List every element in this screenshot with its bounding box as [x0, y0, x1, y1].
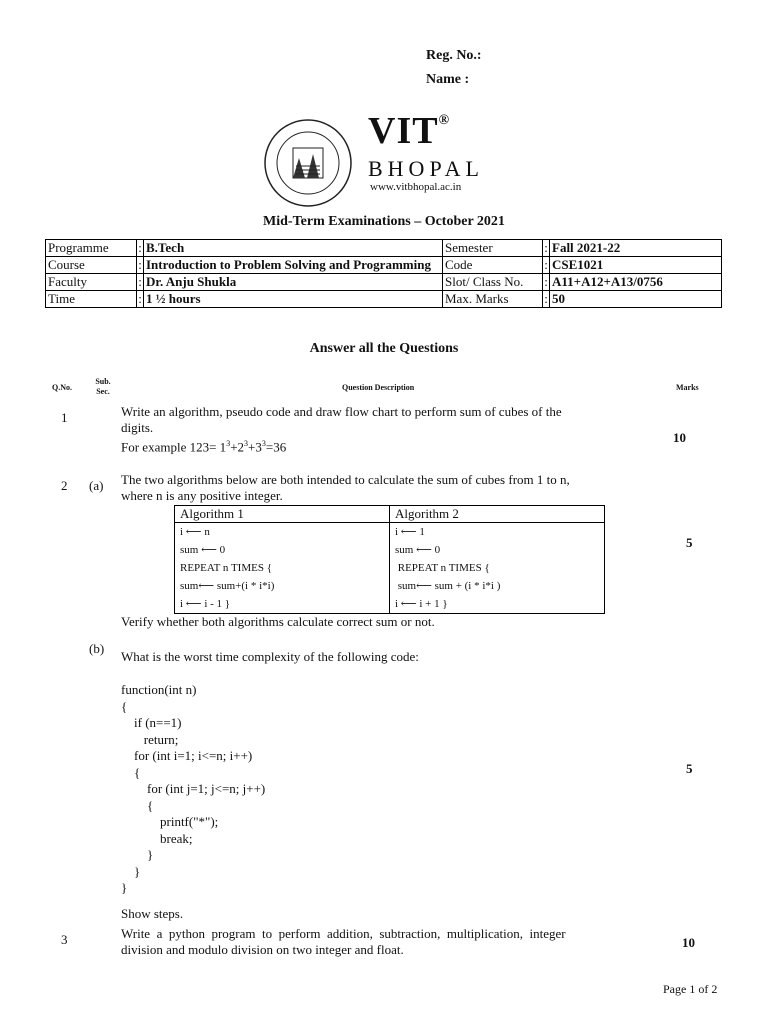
course-info-table	[45, 239, 722, 308]
show-steps: Show steps.	[121, 906, 184, 921]
alg-line: i ⟵ n	[180, 526, 210, 538]
q1-example	[121, 436, 562, 455]
algorithm-1-body	[175, 523, 390, 614]
alg-line: sum⟵ sum+(i * i*i)	[180, 580, 275, 592]
colon: :	[138, 240, 142, 255]
code-value: CSE1021	[550, 257, 722, 274]
colon: :	[544, 291, 548, 306]
max-marks-value: 50	[550, 291, 722, 308]
university-seal-logo	[263, 118, 353, 208]
q1-line2: digits.	[121, 420, 154, 435]
colon: :	[544, 274, 548, 289]
table-row	[46, 291, 722, 308]
question-number: 1	[61, 410, 68, 425]
superscript: 3	[226, 439, 231, 448]
example-plus2: +2	[230, 439, 245, 455]
sub-header-line2: Sec.	[96, 387, 110, 396]
registered-mark: ®	[438, 113, 451, 128]
reg-no-label: Reg. No.:	[426, 48, 482, 63]
table-row	[175, 506, 605, 523]
colon: :	[138, 291, 142, 306]
vit-logo-text	[368, 112, 450, 150]
algorithms-table	[174, 505, 605, 614]
campus-name: BHOPAL	[368, 156, 484, 181]
alg-line: sum ⟵ 0	[395, 544, 441, 556]
q2a-marks: 5	[686, 535, 693, 550]
alg-line: sum⟵ sum + (i * i*i )	[395, 580, 501, 592]
q3-line2: division and modulo division on two integer and float.	[121, 942, 404, 957]
exam-title: Mid-Term Examinations – October 2021	[263, 214, 505, 229]
question-number: 3	[61, 932, 68, 947]
alg-line: i ⟵ 1	[395, 526, 425, 538]
sub-section-b: (b)	[89, 641, 105, 656]
q2a-line1: The two algorithms below are both intended to calculate the sum of cubes from 1 to n,	[121, 472, 570, 487]
alg-line: REPEAT n TIMES {	[180, 562, 272, 574]
question-2a-text	[121, 472, 570, 504]
q2b-marks: 5	[686, 761, 693, 776]
verify-text: Verify whether both algorithms calculate correct sum or not.	[121, 614, 435, 629]
slot-value: A11+A12+A13/0756	[550, 274, 722, 291]
sub-section-a: (a)	[89, 478, 104, 493]
q3-line1: Write a python program to perform addition, subtraction, multiplication, integer	[121, 926, 566, 941]
code-label: Code	[443, 257, 543, 274]
time-label: Time	[46, 291, 137, 308]
example-equals: =36	[265, 439, 287, 455]
alg-line: i ⟵ i + 1 }	[395, 598, 448, 610]
superscript: 3	[244, 439, 249, 448]
q1-marks: 10	[673, 430, 686, 445]
page-number: Page 1 of 2	[663, 982, 718, 996]
sub-header-line1: Sub.	[95, 377, 111, 386]
instructions: Answer all the Questions	[309, 341, 459, 356]
course-value: Introduction to Problem Solving and Programming	[144, 257, 443, 274]
q3-marks: 10	[682, 935, 695, 950]
colon: :	[544, 240, 548, 255]
superscript: 3	[261, 439, 266, 448]
description-column-header: Question Description	[342, 383, 415, 392]
table-row	[46, 274, 722, 291]
max-marks-label: Max. Marks	[443, 291, 543, 308]
programme-label: Programme	[46, 240, 137, 257]
algorithm-2-body	[390, 523, 605, 614]
question-1-text	[121, 404, 562, 455]
qno-column-header: Q.No.	[52, 383, 72, 392]
example-plus3: +3	[248, 439, 262, 455]
name-label: Name :	[426, 72, 470, 87]
table-row	[46, 240, 722, 257]
algorithm-2-header: Algorithm 2	[390, 506, 605, 523]
slot-label: Slot/ Class No.	[443, 274, 543, 291]
alg-line: REPEAT n TIMES {	[395, 562, 490, 574]
faculty-label: Faculty	[46, 274, 137, 291]
algorithm-1-header: Algorithm 1	[175, 506, 390, 523]
question-number: 2	[61, 478, 68, 493]
code-snippet: function(int n) { if (n==1) return; for (int i=1; i<=n; i++) { for (int j=1; j<=n; j++) { printf("*"); break; } } }	[121, 682, 266, 895]
colon: :	[544, 257, 548, 272]
faculty-value: Dr. Anju Shukla	[144, 274, 443, 291]
sub-section-column-header	[90, 377, 116, 397]
question-2b-text: What is the worst time complexity of the following code:	[121, 649, 419, 664]
colon: :	[138, 257, 142, 272]
brand-name: VIT	[368, 110, 439, 152]
table-row	[46, 257, 722, 274]
course-label: Course	[46, 257, 137, 274]
alg-line: i ⟵ i - 1 }	[180, 598, 231, 610]
semester-value: Fall 2021-22	[550, 240, 722, 257]
time-value: 1 ½ hours	[144, 291, 443, 308]
example-prefix: For example 123= 1	[121, 439, 227, 455]
website-url: www.vitbhopal.ac.in	[370, 181, 462, 193]
table-row	[175, 523, 605, 614]
programme-value: B.Tech	[144, 240, 443, 257]
semester-label: Semester	[443, 240, 543, 257]
alg-line: sum ⟵ 0	[180, 544, 226, 556]
q2a-line2: where n is any positive integer.	[121, 488, 283, 503]
q1-line1: Write an algorithm, pseudo code and draw flow chart to perform sum of cubes of the	[121, 404, 562, 419]
marks-column-header: Marks	[676, 383, 699, 392]
question-3-text	[121, 926, 657, 958]
colon: :	[138, 274, 142, 289]
